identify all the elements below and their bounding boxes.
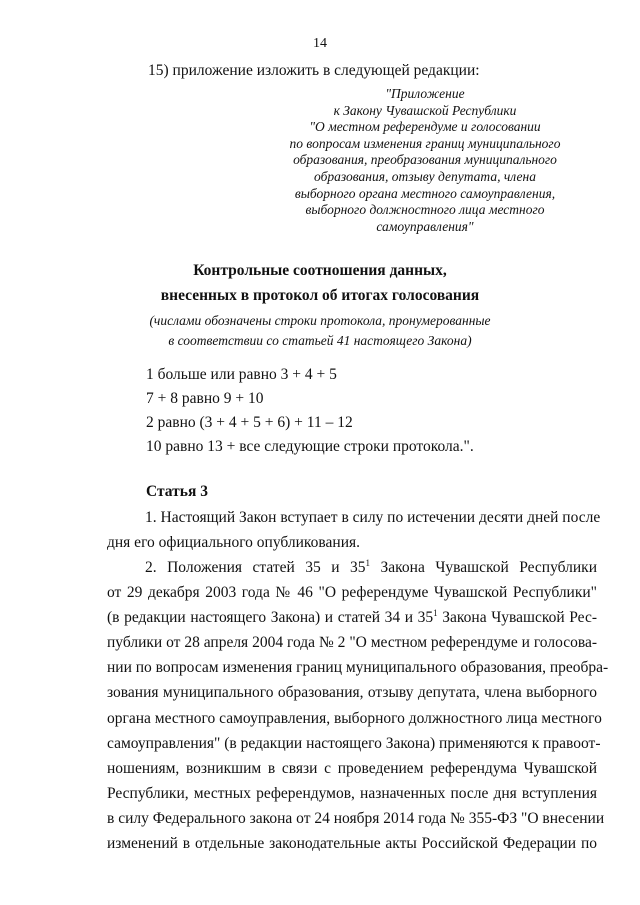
paragraph-line: изменений в отдельные законодательные акты Российской Федерации по [107,835,597,853]
appendix-header-line: "О местном референдуме и голосовании [309,119,541,135]
paragraph-text: Закона Чувашской Рес- [437,609,597,627]
paragraph-line: 1. Настоящий Закон вступает в силу по истечении десяти дней после [145,509,601,526]
paragraph-line [107,605,597,630]
section-subtitle-line: (числами обозначены строки протокола, пронумерованные [149,313,491,328]
paragraph-text: Закона Чувашской Республики [370,559,597,576]
amendment-item-15: 15) приложение изложить в следующей редакции: [148,62,480,79]
superscript: 1 [365,558,371,568]
appendix-header-line: образования, отзыву депутата, члена [314,168,536,184]
paragraph-line: дня его официального опубликования. [107,534,361,552]
page-number: 14 [313,36,327,51]
paragraph-line: Республики, местных референдумов, назначенных после дня вступления [107,784,597,802]
control-relation: 2 равно (3 + 4 + 5 + 6) + 11 – 12 [146,414,353,431]
paragraph-line: нии по вопросам изменения границ муниципального образования, преобра- [107,659,609,677]
paragraph-line: самоуправления" (в редакции настоящего Закона) применяются к правоот- [107,734,601,752]
paragraph-line: органа местного самоуправления, выборного должностного лица местного [107,709,602,727]
article-3-paragraph-1 [107,505,601,555]
paragraph-line: в силу Федерального закона от 24 ноября 2014 года № 355-ФЗ "О внесении [107,809,605,827]
superscript: 1 [433,608,438,619]
control-relation: 10 равно 13 + все следующие строки протокола.". [146,438,474,455]
paragraph-line: зования муниципального образования, отзыву депутата, члена выборного [107,684,597,702]
paragraph-line [107,555,597,580]
article-3-paragraph-2 [107,555,609,856]
appendix-header [270,86,580,235]
article-heading: Статья 3 [146,483,208,500]
appendix-header-line: к Закону Чувашской Республики [333,102,517,118]
appendix-header-line: выборного органа местного самоуправления, [294,185,556,201]
paragraph-line: ношениям, возникшим в связи с проведением референдума Чувашской [107,759,597,777]
appendix-header-line: самоуправления" [376,218,474,234]
control-relation: 7 + 8 равно 9 + 10 [146,390,264,407]
control-relation: 1 больше или равно 3 + 4 + 5 [146,366,337,383]
section-title-line: внесенных в протокол об итогах голосования [160,287,480,304]
section-title-line: Контрольные соотношения данных, [193,262,447,279]
paragraph-text: 2. Положения статей 35 и 35 [145,559,366,576]
paragraph-line: от 29 декабря 2003 года № 46 "О референдуме Чувашской Республики" [107,584,597,602]
appendix-header-line: образования, преобразования муниципального [293,152,557,168]
appendix-header-line: "Приложение [385,86,465,101]
section-subtitle-line: в соответствии со статьей 41 настоящего Закона) [168,333,472,348]
paragraph-text: (в редакции настоящего Закона) и статей 34 и 35 [107,609,434,627]
paragraph-line: публики от 28 апреля 2004 года № 2 "О местном референдуме и голосова- [107,634,597,652]
appendix-header-line: по вопросам изменения границ муниципального [289,135,561,151]
appendix-header-line: выборного должностного лица местного [305,202,545,218]
